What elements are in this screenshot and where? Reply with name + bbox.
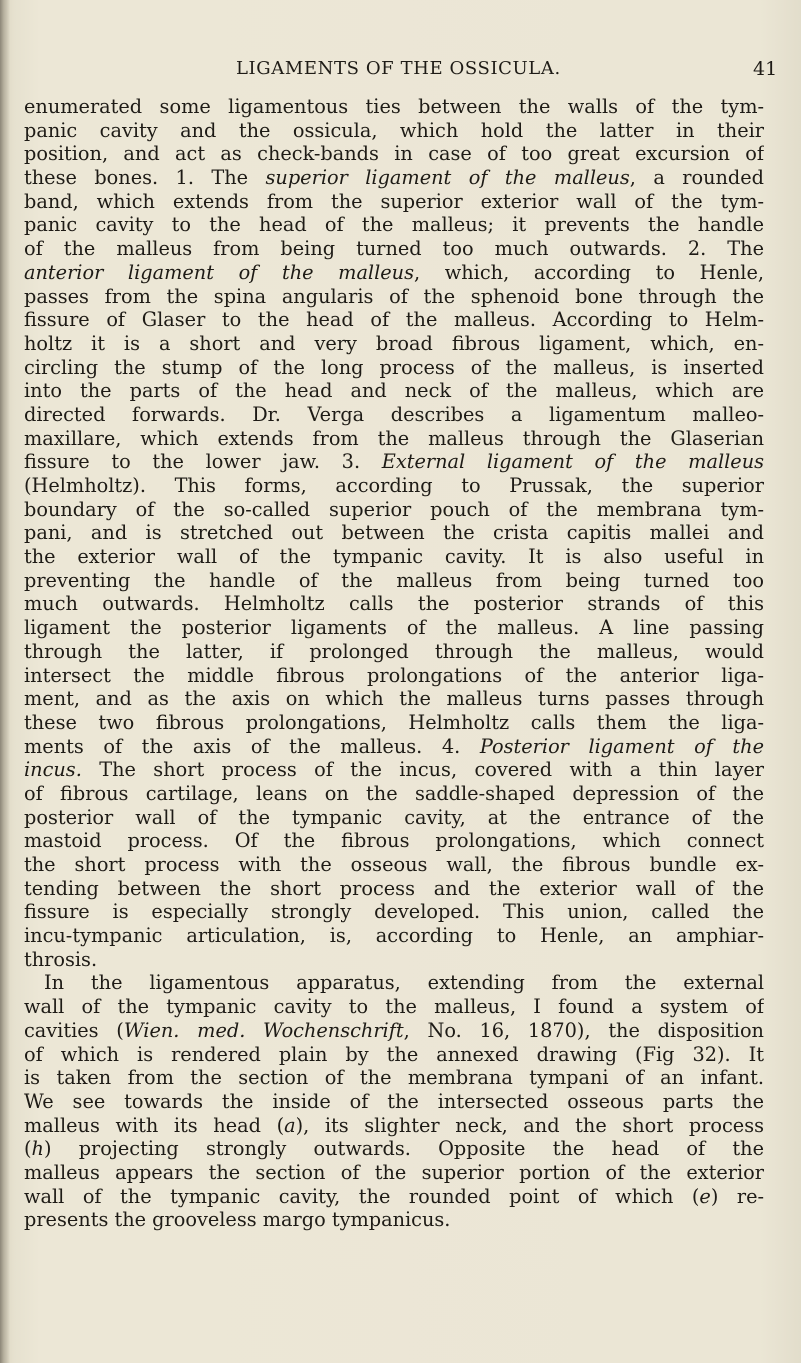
- text-line: [24, 924, 764, 948]
- text-run: ), its slighter neck, and the short process: [295, 1113, 764, 1137]
- text-line: [24, 332, 764, 356]
- italic-text: Wien. med. Wochenschrift: [123, 1018, 404, 1042]
- paragraph: [24, 971, 764, 1232]
- text-run: panic cavity and the ossicula, which hold the latter in their: [24, 118, 764, 142]
- text-line: [24, 190, 764, 214]
- text-run: maxillare, which extends from the malleus through the Glaserian: [24, 426, 764, 450]
- text-run: (Helmholtz). This forms, according to Prussak, the superior: [24, 474, 764, 497]
- text-line: [24, 403, 764, 427]
- text-run: ligament the posterior ligaments of the malleus. A line passing: [24, 616, 764, 640]
- text-run: fissure of Glaser to the head of the malleus. According to Helm-: [24, 308, 764, 332]
- text-line: [24, 1043, 764, 1067]
- text-line: [24, 1090, 764, 1114]
- text-line: [24, 971, 764, 995]
- text-line: [24, 853, 764, 877]
- italic-text: superior ligament of the malleus: [265, 166, 630, 190]
- text-line: [24, 1185, 764, 1209]
- text-run: these two fibrous prolongations, Helmholtz calls them the liga-: [24, 710, 764, 734]
- text-run: of fibrous cartilage, leans on the saddle-shaped depression of the: [24, 781, 764, 805]
- gutter-shadow: [0, 0, 10, 1363]
- text-run: posterior wall of the tympanic cavity, at the entrance of the: [24, 805, 764, 829]
- text-line: [24, 379, 764, 403]
- italic-text: a: [284, 1113, 296, 1137]
- text-line: [24, 261, 764, 285]
- text-run: is taken from the section of the membrana tympani of an infant.: [24, 1066, 764, 1090]
- text-run: circling the stump of the long process of the malleus, is inserted: [24, 355, 764, 379]
- text-run: enumerated some ligamentous ties between the walls of the tym-: [24, 95, 764, 118]
- text-line: [24, 237, 764, 261]
- text-run: , which, according to Henle,: [414, 260, 764, 284]
- italic-text: incus.: [24, 758, 82, 782]
- text-run: holtz it is a short and very broad fibrous ligament, which, en-: [24, 331, 764, 355]
- text-line: [24, 995, 764, 1019]
- text-run: wall of the tympanic cavity, the rounded point of which (: [24, 1184, 700, 1208]
- text-line: [24, 474, 764, 498]
- text-line: [24, 308, 764, 332]
- text-line: [24, 450, 764, 474]
- italic-text: h: [31, 1137, 44, 1161]
- text-run: fissure to the lower jaw. 3.: [24, 450, 382, 474]
- text-run: (: [24, 1137, 32, 1161]
- text-run: these bones. 1. The: [24, 166, 266, 190]
- text-line: [24, 687, 764, 711]
- text-line: [24, 119, 764, 143]
- text-run: ) projecting strongly outwards. Opposite the head of the: [43, 1137, 764, 1161]
- text-line: [24, 664, 764, 688]
- text-line: [24, 782, 764, 806]
- text-line: [24, 498, 764, 522]
- text-line: [24, 1208, 764, 1232]
- text-run: intersect the middle fibrous prolongations of the anterior liga-: [24, 663, 764, 687]
- text-line: [24, 829, 764, 853]
- text-line: [24, 592, 764, 616]
- italic-text: e: [699, 1184, 711, 1208]
- text-run: ment, and as the axis on which the malleus turns passes through: [24, 687, 764, 711]
- text-line: [24, 1019, 764, 1043]
- text-line: [24, 521, 764, 545]
- text-run: fissure is especially strongly developed. This union, called the: [24, 900, 764, 924]
- text-line: [24, 735, 764, 759]
- text-line: [24, 877, 764, 901]
- text-run: ments of the axis of the malleus. 4.: [24, 734, 480, 758]
- text-run: passes from the spina angularis of the sphenoid bone through the: [24, 284, 764, 308]
- text-line: [24, 213, 764, 237]
- text-run: incu-tympanic articulation, is, according to Henle, an amphiar-: [24, 924, 764, 948]
- italic-text: Posterior ligament of the: [479, 734, 764, 758]
- page-header: [0, 58, 801, 82]
- page-number: 41: [753, 58, 778, 80]
- text-run: ) re-: [710, 1184, 764, 1208]
- text-line: [24, 569, 764, 593]
- text-line: [24, 1066, 764, 1090]
- text-line: [24, 427, 764, 451]
- text-run: , No. 16, 1870), the disposition: [403, 1018, 764, 1042]
- text-line: [24, 640, 764, 664]
- text-run: of the malleus from being turned too much outwards. 2. The: [24, 237, 764, 261]
- text-run: mastoid process. Of the fibrous prolongations, which connect: [24, 829, 764, 853]
- text-run: , a rounded: [629, 166, 764, 190]
- text-run: directed forwards. Dr. Verga describes a ligamentum malleo-: [24, 402, 764, 426]
- text-run: cavities (: [24, 1018, 124, 1042]
- running-head: LIGAMENTS OF THE OSSICULA.: [236, 58, 561, 79]
- text-line: [24, 1161, 764, 1185]
- text-run: position, and act as check-bands in case of too great excursion of: [24, 142, 764, 166]
- text-run: pani, and is stretched out between the crista capitis mallei and: [24, 521, 764, 545]
- text-run: band, which extends from the superior exterior wall of the tym-: [24, 189, 764, 213]
- text-run: presents the grooveless margo tympanicus.: [24, 1208, 451, 1232]
- text-line: [24, 95, 764, 119]
- text-line: [24, 285, 764, 309]
- text-line: [24, 356, 764, 380]
- text-run: wall of the tympanic cavity to the malleus, I found a system of: [24, 995, 764, 1019]
- text-run: throsis.: [24, 947, 98, 971]
- body-text: [24, 95, 764, 1232]
- text-run: of which is rendered plain by the annexed drawing (Fig 32). It: [24, 1042, 764, 1066]
- text-run: malleus with its head (: [24, 1113, 285, 1137]
- text-run: The short process of the incus, covered with a thin layer: [81, 758, 764, 782]
- text-line: [24, 166, 764, 190]
- text-run: into the parts of the head and neck of the malleus, which are: [24, 379, 764, 403]
- text-run: malleus appears the section of the superior portion of the exterior: [24, 1160, 764, 1184]
- text-run: panic cavity to the head of the malleus; it prevents the handle: [24, 213, 764, 237]
- text-line: [24, 900, 764, 924]
- italic-text: External ligament of the malleus: [381, 450, 764, 474]
- text-line: [24, 758, 764, 782]
- text-line: [24, 616, 764, 640]
- text-line: [24, 806, 764, 830]
- text-run: In the ligamentous apparatus, extending from the external: [44, 971, 764, 995]
- text-line: [24, 142, 764, 166]
- text-line: [24, 1137, 764, 1161]
- text-run: the short process with the osseous wall, the fibrous bundle ex-: [24, 853, 764, 876]
- text-run: tending between the short process and the exterior wall of the: [24, 876, 764, 900]
- text-run: preventing the handle of the malleus from being turned too: [24, 568, 764, 592]
- italic-text: anterior ligament of the malleus: [24, 260, 414, 284]
- text-run: We see towards the inside of the intersected osseous parts the: [24, 1089, 764, 1113]
- text-run: boundary of the so-called superior pouch of the membrana tym-: [24, 497, 764, 521]
- text-line: [24, 948, 764, 972]
- text-line: [24, 545, 764, 569]
- text-run: the exterior wall of the tympanic cavity. It is also useful in: [24, 545, 764, 569]
- text-run: through the latter, if prolonged through the malleus, would: [24, 639, 764, 663]
- paragraph: [24, 95, 764, 971]
- text-run: much outwards. Helmholtz calls the posterior strands of this: [24, 592, 764, 616]
- text-line: [24, 711, 764, 735]
- text-line: [24, 1114, 764, 1138]
